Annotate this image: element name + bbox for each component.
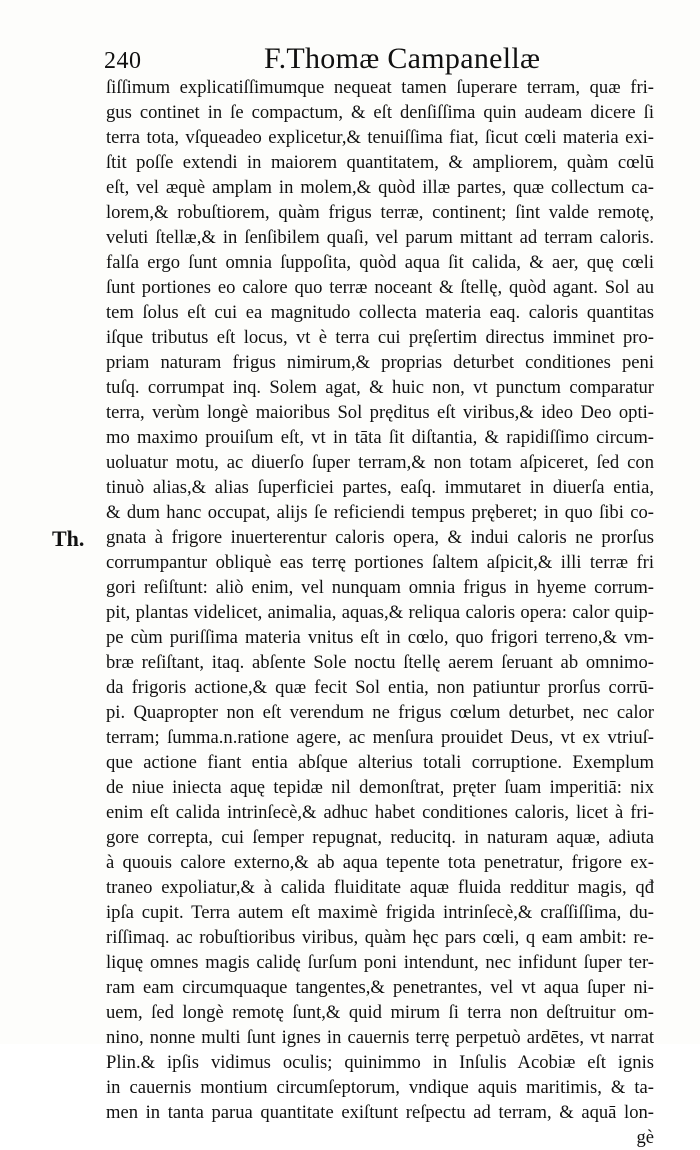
text-line: gus continet in ſe compactum, & eſt denſiſſima quin audeam dicere ſi	[106, 102, 654, 123]
text-line: in cauernis montium circumſeptorum, vndique aquis maritimis, & ta-	[106, 1077, 654, 1098]
text-line: nino, nonne multi ſunt ignes in cauernis terrę perpetuò ardētes, vt narrat	[106, 1027, 654, 1048]
running-head: F.Thomæ Campanellæ	[264, 42, 541, 75]
text-line: terram; ſumma.n.ratione agere, ac menſura prouidet Deus, vt ex vtriuſ-	[106, 727, 654, 748]
text-line: terra, verùm longè maioribus Sol pręditus eſt viribus,& ideo Deo opti-	[106, 402, 654, 423]
text-line: priam naturam frigus nimirum,& proprias deturbet conditiones peni	[106, 352, 654, 373]
text-line: riſſimaq. ac robuſtioribus viribus, quàm hęc pars cœli, q eam ambit: re-	[106, 927, 654, 948]
page-number: 240	[104, 48, 142, 74]
text-line: veluti ſtellæ,& in ſenſibilem quaſi, vel parum mittant ad terram caloris.	[106, 227, 654, 248]
text-line: tinuò alias,& alias ſuperficiei partes, eaſq. immutaret in diuerſa entia,	[106, 477, 654, 498]
text-line: men in tanta parua quantitate exiſtunt reſpectu ad terram, & aquā lon-	[106, 1102, 654, 1123]
text-line: pi. Quapropter non eſt verendum ne frigus cœlum deturbet, nec calor	[106, 702, 654, 723]
text-line: tem ſolus eſt cui ea magnitudo collecta materia eaq. caloris quantitas	[106, 302, 654, 323]
text-line: enim eſt calida intrinſecè,& adhuc habet conditiones caloris, licet à fri-	[106, 802, 654, 823]
text-line: lorem,& robuſtiorem, quàm frigus terræ, continent; ſint valde remotę,	[106, 202, 654, 223]
text-line: à quouis calore externo,& ab aqua tepente tota penetratur, frigore ex-	[106, 852, 654, 873]
text-line: pe cùm puriſſima materia vnitus eſt in cœlo, quo frigori terreno,& vm-	[106, 627, 654, 648]
text-line: gnata à frigore inuerterentur caloris opera, & indui caloris ne prorſus	[106, 527, 654, 548]
text-line: ſtit poſſe extendi in maiorem quantitatem, & ampliorem, quàm cœlū	[106, 152, 654, 173]
text-line: ſiſſimum explicatiſſimumque nequeat tamen ſuperare terram, quæ fri-	[106, 77, 654, 98]
text-line: bræ reſiſtant, itaq. abſente Sole noctu ſtellę aerem ſeruant ab omnimo-	[106, 652, 654, 673]
text-line: terra tota, vſqueadeo explicetur,& tenuiſſima fiat, ſicut cœli materia exi-	[106, 127, 654, 148]
body-text	[106, 75, 654, 1150]
text-line: uoluatur motu, ac diuerſo ſuper terram,& non totam aſpiceret, ſed con	[106, 452, 654, 473]
text-line: gori reſiſtunt: aliò enim, vel nunquam omnia frigus in hyeme corrum-	[106, 577, 654, 598]
text-line: liquę omnes magis calidę ſurſum poni intendunt, nec infidunt ſuper ter-	[106, 952, 654, 973]
text-line: da frigoris actione,& quæ fecit Sol entia, non patiuntur prorſus corrū-	[106, 677, 654, 698]
margin-note: Th.	[52, 526, 85, 551]
text-line: traneo expoliatur,& à calida fluiditate aquæ fluida redditur magis, qđ	[106, 877, 654, 898]
text-line: eſt, vel æquè amplam in molem,& quòd illæ partes, quæ collectum ca-	[106, 177, 654, 198]
text-line: falſa ergo ſunt omnia ſuppoſita, quòd aqua ſit calida, & aer, quę cœli	[106, 252, 654, 273]
text-line: gore correpta, cui ſemper repugnat, reducitq. in naturam aquæ, adiuta	[106, 827, 654, 848]
catchword: gè	[636, 1127, 654, 1148]
text-line: Plin.& ipſis vidimus oculis; quinimmo in Inſulis Acobiæ eſt ignis	[106, 1052, 654, 1073]
text-line: ſunt portiones eo calore quo terræ noceant & ſtellę, quòd agant. Sol au	[106, 277, 654, 298]
text-line: de niue iniecta aquę tepidæ nil demonſtrat, pręter ſuam imperitiā: nix	[106, 777, 654, 798]
text-line: corrumpantur obliquè eas terrę portiones ſaltem aſpicit,& illi terræ fri	[106, 552, 654, 573]
text-line: tuſq. corrumpat inq. Solem agat, & huic non, vt punctum comparatur	[106, 377, 654, 398]
text-line: iſque tributus eſt locus, vt è terra cui pręſertim directus imminet pro-	[106, 327, 654, 348]
text-line: que actione fiant entia abſque alterius totali corruptione. Exemplum	[106, 752, 654, 773]
text-line: ipſa cupit. Terra autem eſt maximè frigida intrinſecè,& craſſiſſima, du-	[106, 902, 654, 923]
text-line: mo maximo prouiſum eſt, vt in tāta ſit diſtantia, & rapidiſſimo circum-	[106, 427, 654, 448]
text-line: & dum hanc occupat, alijs ſe reficiendi tempus pręberet; in quo ſibi co-	[106, 502, 654, 523]
text-line: ram eam circumquaque tangentes,& penetrantes, vel vt aqua ſuper ni-	[106, 977, 654, 998]
text-line: pit, plantas videlicet, animalia, aquas,& reliqua caloris opera: calor quip-	[106, 602, 654, 623]
page-header	[104, 40, 664, 80]
text-line: uem, ſed longè remotę ſunt,& quid mirum ſi terra non deſtruitur om-	[106, 1002, 654, 1023]
